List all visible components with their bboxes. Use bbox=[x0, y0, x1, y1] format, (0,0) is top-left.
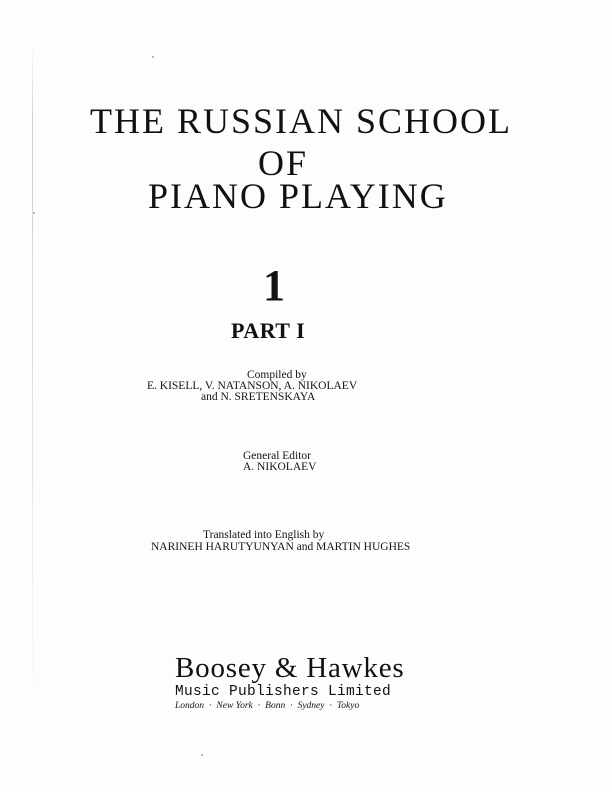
compiled-by-label: Compiled by bbox=[247, 369, 307, 381]
city-separator: · bbox=[257, 701, 261, 711]
scan-edge-shadow bbox=[32, 40, 33, 720]
city-separator: · bbox=[209, 701, 212, 711]
scan-speck bbox=[152, 56, 154, 58]
compilers-names-line-1: E. KISELL, V. NATANSON, A. NIKOLAEV bbox=[147, 380, 358, 392]
book-title-line-3: PIANO PLAYING bbox=[148, 176, 448, 216]
city-bonn: Bonn bbox=[265, 701, 286, 711]
translators-names: NARINEH HARUTYUNYAN and MARTIN HUGHES bbox=[151, 541, 411, 553]
city-new-york: New York bbox=[216, 701, 253, 711]
city-tokyo: Tokyo bbox=[336, 701, 360, 711]
publisher-cities bbox=[175, 700, 359, 712]
city-separator: · bbox=[329, 701, 332, 711]
city-london: London bbox=[175, 701, 205, 711]
general-editor-name: A. NIKOLAEV bbox=[243, 461, 317, 473]
city-separator: · bbox=[290, 701, 293, 711]
part-label: PART I bbox=[231, 318, 306, 343]
book-title-line-2: OF bbox=[258, 143, 309, 183]
scan-speck bbox=[201, 754, 203, 756]
translated-by-label: Translated into English by bbox=[203, 529, 325, 541]
scan-speck bbox=[33, 212, 35, 214]
volume-number: 1 bbox=[263, 261, 285, 310]
city-sydney: Sydney bbox=[297, 701, 325, 711]
publisher-name: Boosey & Hawkes bbox=[175, 652, 405, 684]
book-title-line-1: THE RUSSIAN SCHOOL bbox=[90, 101, 513, 141]
publisher-subtitle: Music Publishers Limited bbox=[175, 684, 392, 700]
compilers-names-line-2: and N. SRETENSKAYA bbox=[201, 391, 316, 403]
general-editor-label: General Editor bbox=[243, 450, 312, 462]
